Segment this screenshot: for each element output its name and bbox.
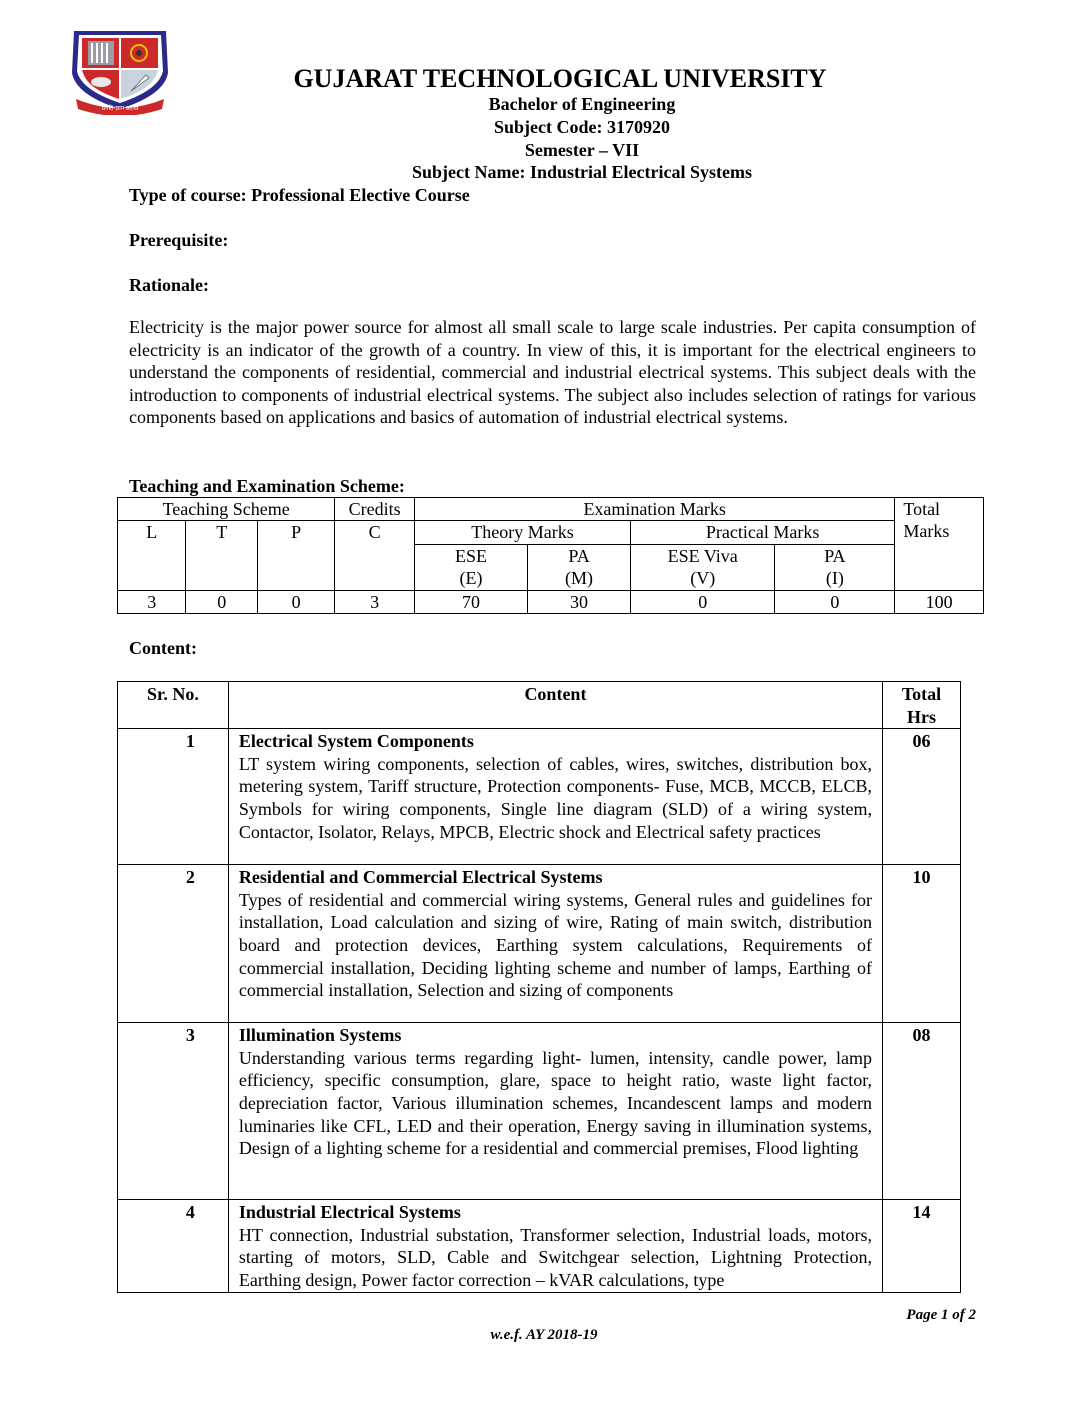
row-sr-no: 1 <box>118 729 229 865</box>
subject-code: Subject Code: 3170920 <box>494 117 670 137</box>
scheme-heading: Teaching and Examination Scheme: <box>129 476 405 496</box>
rationale-heading: Rationale: <box>129 275 209 295</box>
value-total: 100 <box>895 591 984 614</box>
effective-from: w.e.f. AY 2018-19 <box>490 1327 598 1343</box>
table-row <box>118 865 961 1023</box>
practical-marks-header: Practical Marks <box>631 521 895 545</box>
row-title: Illumination Systems <box>238 1025 402 1046</box>
value-P: 0 <box>257 591 334 614</box>
row-hrs: 08 <box>883 1023 961 1200</box>
scheme-table <box>117 497 984 614</box>
table-row <box>118 1023 961 1200</box>
row-content <box>228 1200 882 1292</box>
value-pa-m: 30 <box>528 591 631 614</box>
theory-marks-header: Theory Marks <box>415 521 631 545</box>
rationale-text: Electricity is the major power source for almost all small scale to large scale industries. Per capita consumption of electricity is an indicator of the growth of a country. In view of this, it is important for the electrical engineers to understand the components of residential, commercial and industrial electrical systems. This subject deals with the introduction to components of industrial electrical systems. The subject also includes selection of ratings for various components based on applications and basics of automation of industrial electrical systems. <box>129 317 976 428</box>
col-ese-e: ESE (E) <box>415 545 528 591</box>
svg-text:प्रगति ज्ञान प्रदत्ता: प्रगति ज्ञान प्रदत्ता <box>101 105 139 112</box>
row-title: Industrial Electrical Systems <box>238 1202 461 1223</box>
col-C: C <box>335 521 415 591</box>
col-pa-i: PA (I) <box>775 545 895 591</box>
university-name: GUJARAT TECHNOLOGICAL UNIVERSITY <box>293 64 827 93</box>
row-content <box>228 729 882 865</box>
row-sr-no: 3 <box>118 1023 229 1200</box>
value-ese-viva: 0 <box>631 591 775 614</box>
row-text: HT connection, Industrial substation, Transformer selection, Industrial loads, motors, starting of motors, SLD, Cable and Switchgear selection, Lightning Protection, Earthing design, Power factor correction – kVAR calculations, type <box>238 1224 872 1290</box>
content-header: Content <box>228 682 882 729</box>
prerequisite-heading: Prerequisite: <box>129 230 229 250</box>
col-ese-viva: ESE Viva (V) <box>631 545 775 591</box>
course-type: Type of course: Professional Elective Course <box>129 185 470 205</box>
semester: Semester – VII <box>524 140 640 160</box>
content-heading: Content: <box>129 638 197 658</box>
col-pa-m: PA (M) <box>528 545 631 591</box>
value-T: 0 <box>186 591 257 614</box>
value-L: 3 <box>118 591 186 614</box>
row-title: Residential and Commercial Electrical Systems <box>238 867 603 888</box>
subject-name: Subject Name: Industrial Electrical Systems <box>412 162 752 182</box>
row-hrs: 14 <box>883 1200 961 1292</box>
row-text: Understanding various terms regarding light- lumen, intensity, candle power, lamp efficiency, specific consumption, glare, space to height ratio, waste light factor, depreciation factor, Various illumination schemes, Incandescent lamps and modern luminaries like CFL, LED and their operation, Energy saving in illumination systems, Design of a lighting scheme for a residential and commercial premises, Flood lighting <box>238 1047 872 1159</box>
value-pa-i: 0 <box>775 591 895 614</box>
examination-marks-header: Examination Marks <box>415 498 895 521</box>
table-row <box>118 729 961 865</box>
row-sr-no: 2 <box>118 865 229 1023</box>
col-T: T <box>186 521 257 591</box>
credits-header: Credits <box>335 498 415 521</box>
row-hrs: 06 <box>883 729 961 865</box>
row-sr-no: 4 <box>118 1200 229 1292</box>
teaching-scheme-header: Teaching Scheme <box>118 498 335 521</box>
row-content <box>228 865 882 1023</box>
col-L: L <box>118 521 186 591</box>
value-ese-e: 70 <box>415 591 528 614</box>
page-number: Page 1 of 2 <box>906 1307 976 1323</box>
degree: Bachelor of Engineering <box>488 94 676 114</box>
row-text: Types of residential and commercial wiring systems, General rules and guidelines for installation, Load calculation and sizing of wire, Rating of main switch, distribution board and protection devices, Earthing system calculations, Requirements of commercial installation, Deciding lighting scheme and number of lamps, Earthing of commercial installation, Selection and sizing of components <box>238 889 872 1001</box>
row-title: Electrical System Components <box>238 731 474 752</box>
col-P: P <box>257 521 334 591</box>
total-hrs-header: Total Hrs <box>883 682 961 729</box>
value-C: 3 <box>335 591 415 614</box>
sr-no-header: Sr. No. <box>118 682 229 729</box>
row-content <box>228 1023 882 1200</box>
table-row <box>118 1200 961 1292</box>
total-marks-header: Total Marks <box>895 498 984 591</box>
row-text: LT system wiring components, selection of cables, wires, switches, distribution box, metering system, Tariff structure, Protection components- Fuse, MCB, MCCB, ELCB, Symbols for wiring components, Single line diagram (SLD) of a wiring system, Contactor, Isolator, Relays, MPCB, Electric shock and Electrical safety practices <box>238 753 872 842</box>
row-hrs: 10 <box>883 865 961 1023</box>
content-table <box>117 681 961 1293</box>
